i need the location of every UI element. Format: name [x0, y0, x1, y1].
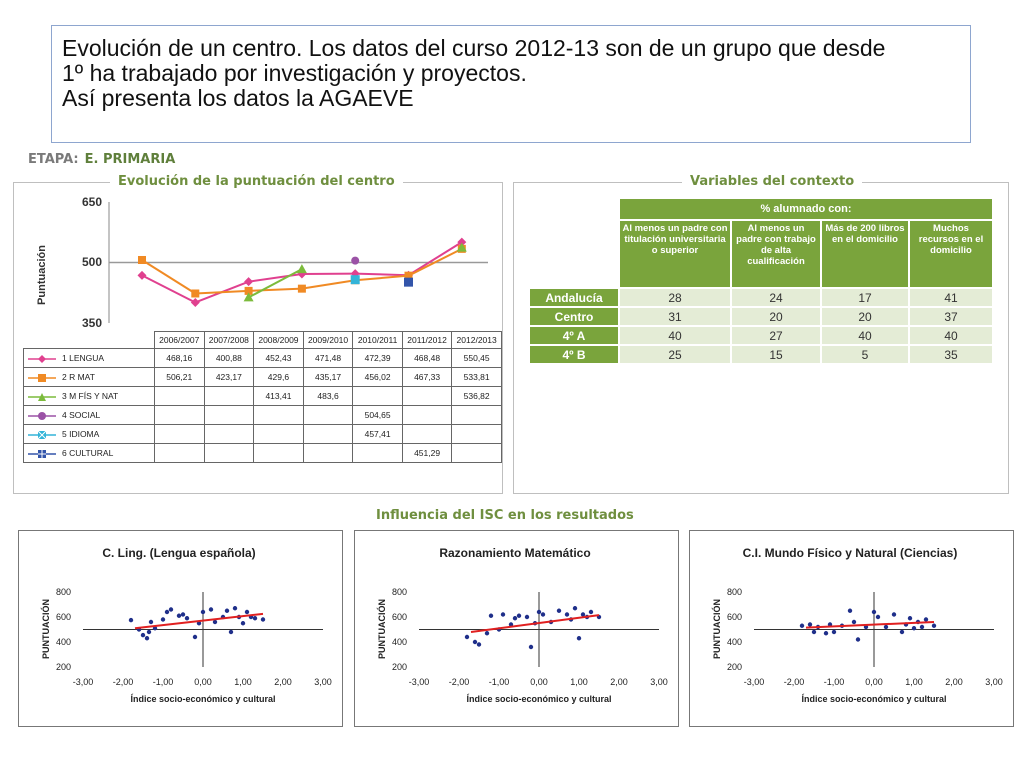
scatter-point — [852, 620, 856, 624]
scatter-xtick: 3,00 — [650, 677, 668, 687]
scatter-chart-lengua — [19, 531, 342, 726]
table-cell — [254, 444, 304, 463]
context-column-header: Al menos un padre con trabajo de alta cualificación — [732, 221, 820, 287]
table-cell: 533,81 — [452, 368, 502, 387]
year-header: 2009/2010 — [303, 332, 353, 349]
etapa-label — [28, 152, 175, 167]
legend-cell-lengua — [24, 349, 155, 368]
data-point-marker — [191, 298, 200, 307]
year-header: 2006/2007 — [154, 332, 204, 349]
context-table — [528, 197, 994, 365]
data-point-marker — [351, 257, 359, 265]
table-cell — [402, 406, 451, 425]
table-cell: 504,65 — [353, 406, 402, 425]
table-cell: 31 — [620, 308, 730, 325]
table-cell — [452, 444, 502, 463]
scatter-xtick: 2,00 — [610, 677, 628, 687]
scatter-point — [141, 633, 145, 637]
table-cell: 400,88 — [204, 349, 254, 368]
year-header: 2012/2013 — [452, 332, 502, 349]
evolution-ylabel: Puntuación — [36, 245, 48, 305]
scatter-point — [808, 622, 812, 626]
scatter-xtick: 2,00 — [945, 677, 963, 687]
table-cell: 40 — [620, 327, 730, 344]
scatter-point — [229, 630, 233, 634]
scatter-point — [856, 637, 860, 641]
plus-square-marker-icon — [28, 450, 56, 458]
series-name: 3 M FÍS Y NAT — [62, 391, 119, 401]
table-cell — [303, 425, 353, 444]
table-row-lengua — [24, 349, 502, 368]
scatter-trend-line — [135, 614, 263, 628]
table-cell: 28 — [620, 289, 730, 306]
series-line-segment — [409, 242, 462, 275]
scatter-point — [165, 610, 169, 614]
table-cell: 17 — [822, 289, 908, 306]
scatter-point — [465, 635, 469, 639]
table-cell: 24 — [732, 289, 820, 306]
scatter-xtick: -3,00 — [72, 677, 94, 687]
table-cell — [154, 387, 204, 406]
year-header: 2007/2008 — [204, 332, 254, 349]
data-point-marker — [298, 285, 306, 293]
data-point-marker — [297, 264, 307, 273]
table-cell: 40 — [910, 327, 992, 344]
table-cell: 25 — [620, 346, 730, 363]
scatter-point — [245, 610, 249, 614]
scatter-point — [201, 610, 205, 614]
scatter-xtick: 0,00 — [865, 677, 883, 687]
scatter-point — [129, 618, 133, 622]
scatter-xtick: 3,00 — [314, 677, 332, 687]
scatter-point — [525, 615, 529, 619]
table-cell: 37 — [910, 308, 992, 325]
scatter-point — [912, 626, 916, 630]
table-cell — [254, 406, 304, 425]
scatter-ytick: 600 — [726, 612, 742, 622]
series-line-segment — [302, 280, 355, 288]
legend-cell-idioma — [24, 425, 155, 444]
scatter-point — [147, 630, 151, 634]
scatter-xtick: -1,00 — [488, 677, 510, 687]
table-cell: 27 — [732, 327, 820, 344]
scatter-point — [193, 635, 197, 639]
scatter-ylabel: PUNTUACIÓN — [712, 599, 722, 659]
scatter-point — [537, 610, 541, 614]
isc-section-title: Influencia del ISC en los resultados — [376, 508, 634, 523]
table-cell: 435,17 — [303, 368, 353, 387]
table-row-mfisnat — [24, 387, 502, 406]
scatter-point — [589, 610, 593, 614]
table-row-rmat — [24, 368, 502, 387]
scatter-ytick: 600 — [55, 612, 71, 622]
table-cell: 20 — [732, 308, 820, 325]
scatter-point — [161, 617, 165, 621]
scatter-xtick: -1,00 — [152, 677, 174, 687]
table-cell: 429,6 — [254, 368, 304, 387]
table-cell — [204, 387, 254, 406]
scatter-panel-matematico — [354, 530, 679, 727]
table-row-idioma — [24, 425, 502, 444]
context-column-header-row — [530, 221, 992, 287]
scatter-xtick: 1,00 — [570, 677, 588, 687]
table-cell: 20 — [822, 308, 908, 325]
scatter-point — [485, 631, 489, 635]
table-cell: 550,45 — [452, 349, 502, 368]
evolution-data-table — [23, 331, 502, 463]
series-line-segment — [195, 291, 248, 294]
legend-cell-cultural — [24, 444, 155, 463]
scatter-point — [233, 606, 237, 610]
scatter-xlabel: Índice socio-económico y cultural — [801, 694, 947, 704]
evolution-line-chart — [14, 183, 494, 333]
table-cell — [402, 425, 451, 444]
table-cell — [204, 406, 254, 425]
series-line-segment — [249, 269, 302, 297]
scatter-point — [824, 631, 828, 635]
table-cell: 35 — [910, 346, 992, 363]
scatter-xtick: -3,00 — [408, 677, 430, 687]
scatter-panel-lengua — [18, 530, 343, 727]
table-row — [530, 327, 992, 344]
year-header: 2008/2009 — [254, 332, 304, 349]
context-panel — [513, 174, 1009, 494]
scatter-point — [213, 620, 217, 624]
legend-cell-rmat — [24, 368, 155, 387]
scatter-point — [565, 612, 569, 616]
series-line-segment — [355, 274, 408, 276]
context-panel-title: Variables del contexto — [682, 174, 862, 189]
data-point-marker — [138, 271, 147, 280]
scatter-point — [924, 617, 928, 621]
context-column-header: Al menos un padre con titulación universitaria o superior — [620, 221, 730, 287]
evolution-panel-title: Evolución de la puntuación del centro — [110, 174, 403, 189]
legend-cell-mfisnat — [24, 387, 155, 406]
evolution-table-header — [24, 332, 502, 349]
scatter-chart-ciencias — [690, 531, 1013, 726]
scatter-point — [876, 615, 880, 619]
data-point-marker — [138, 256, 146, 264]
scatter-xtick: -2,00 — [783, 677, 805, 687]
scatter-point — [892, 612, 896, 616]
table-cell: 41 — [910, 289, 992, 306]
series-name: 2 R MAT — [62, 372, 95, 382]
scatter-point — [261, 617, 265, 621]
etapa-value: E. PRIMARIA — [84, 152, 176, 167]
square-marker-icon — [28, 374, 56, 382]
table-cell: 5 — [822, 346, 908, 363]
scatter-xlabel: Índice socio-económico y cultural — [466, 694, 612, 704]
table-cell — [204, 425, 254, 444]
scatter-ytick: 200 — [726, 662, 742, 672]
table-cell: 40 — [822, 327, 908, 344]
table-cell — [303, 444, 353, 463]
scatter-chart-matematico — [355, 531, 678, 726]
data-point-marker — [191, 289, 199, 297]
scatter-point — [573, 606, 577, 610]
title-line-2: 1º ha trabajado por investigación y proyectos. — [62, 60, 527, 86]
scatter-point — [501, 612, 505, 616]
scatter-point — [908, 616, 912, 620]
scatter-point — [473, 640, 477, 644]
diamond-marker-icon — [28, 355, 56, 363]
table-row-cultural — [24, 444, 502, 463]
context-row-label: 4º A — [530, 327, 618, 344]
table-cell — [353, 444, 402, 463]
table-cell — [254, 425, 304, 444]
scatter-panel-ciencias — [689, 530, 1014, 727]
table-row — [530, 346, 992, 363]
triangle-marker-icon — [28, 393, 56, 401]
table-cell — [452, 425, 502, 444]
table-cell: 423,17 — [204, 368, 254, 387]
series-name: 6 CULTURAL — [62, 448, 114, 458]
context-row-label: Andalucía — [530, 289, 618, 306]
table-cell: 468,48 — [402, 349, 451, 368]
table-row — [530, 308, 992, 325]
series-line-segment — [249, 274, 302, 282]
scatter-point — [541, 612, 545, 616]
table-cell: 483,6 — [303, 387, 353, 406]
series-line-segment — [249, 289, 302, 291]
scatter-ytick: 200 — [391, 662, 407, 672]
scatter-ytick: 400 — [55, 637, 71, 647]
series-name: 5 IDIOMA — [62, 429, 100, 439]
context-row-label: Centro — [530, 308, 618, 325]
scatter-point — [513, 616, 517, 620]
table-cell: 413,41 — [254, 387, 304, 406]
scatter-point — [477, 642, 481, 646]
scatter-title: Razonamiento Matemático — [439, 546, 591, 560]
scatter-point — [145, 636, 149, 640]
series-name: 1 LENGUA — [62, 353, 105, 363]
table-cell — [452, 406, 502, 425]
scatter-xtick: 2,00 — [274, 677, 292, 687]
scatter-ytick: 400 — [391, 637, 407, 647]
scatter-xtick: 1,00 — [905, 677, 923, 687]
title-line-3: Así presenta los datos la AGAEVE — [62, 85, 414, 111]
series-line-segment — [355, 276, 408, 281]
table-cell: 506,21 — [154, 368, 204, 387]
evolution-ytick-350: 350 — [81, 316, 102, 330]
circle-marker-icon — [28, 412, 56, 420]
scatter-point — [177, 614, 181, 618]
table-cell: 471,48 — [303, 349, 353, 368]
data-point-marker — [404, 278, 413, 287]
table-cell: 472,39 — [353, 349, 402, 368]
table-cell: 451,29 — [402, 444, 451, 463]
table-cell: 456,02 — [353, 368, 402, 387]
context-column-header: Más de 200 libros en el domicilio — [822, 221, 908, 287]
scatter-xtick: 0,00 — [194, 677, 212, 687]
table-cell: 536,82 — [452, 387, 502, 406]
table-row-social — [24, 406, 502, 425]
scatter-title: C.I. Mundo Físico y Natural (Ciencias) — [742, 546, 958, 560]
scatter-point — [225, 609, 229, 613]
scatter-ytick: 400 — [726, 637, 742, 647]
scatter-point — [169, 607, 173, 611]
year-header: 2010/2011 — [353, 332, 402, 349]
scatter-point — [812, 630, 816, 634]
scatter-point — [529, 645, 533, 649]
scatter-xtick: 0,00 — [530, 677, 548, 687]
table-cell: 452,43 — [254, 349, 304, 368]
table-cell — [154, 425, 204, 444]
scatter-point — [181, 612, 185, 616]
scatter-xtick: 3,00 — [985, 677, 1003, 687]
scatter-point — [517, 614, 521, 618]
scatter-point — [241, 621, 245, 625]
scatter-ytick: 200 — [55, 662, 71, 672]
context-group-header: % alumnado con: — [620, 199, 992, 219]
context-corner — [530, 221, 618, 287]
scatter-xtick: 1,00 — [234, 677, 252, 687]
table-cell: 468,16 — [154, 349, 204, 368]
title-box — [51, 25, 971, 143]
scatter-point — [872, 610, 876, 614]
table-cell: 457,41 — [353, 425, 402, 444]
scatter-xtick: -2,00 — [112, 677, 134, 687]
title-line-1: Evolución de un centro. Los datos del curso 2012-13 son de un grupo que desde — [62, 35, 886, 61]
scatter-point — [848, 609, 852, 613]
scatter-title: C. Ling. (Lengua española) — [102, 546, 256, 560]
table-cell — [204, 444, 254, 463]
table-cell — [402, 387, 451, 406]
scatter-point — [149, 620, 153, 624]
legend-cell-social — [24, 406, 155, 425]
scatter-ylabel: PUNTUACIÓN — [41, 599, 51, 659]
series-name: 4 SOCIAL — [62, 410, 101, 420]
scatter-point — [209, 607, 213, 611]
table-cell: 15 — [732, 346, 820, 363]
scatter-point — [920, 625, 924, 629]
table-cell: 467,33 — [402, 368, 451, 387]
scatter-ytick: 800 — [391, 587, 407, 597]
scatter-ytick: 800 — [726, 587, 742, 597]
context-group-header-row — [530, 199, 992, 219]
scatter-point — [577, 636, 581, 640]
context-row-label: 4º B — [530, 346, 618, 363]
scatter-ytick: 600 — [391, 612, 407, 622]
table-cell — [154, 406, 204, 425]
table-cell — [353, 387, 402, 406]
context-corner — [530, 199, 618, 219]
scatter-point — [800, 624, 804, 628]
scatter-point — [932, 624, 936, 628]
scatter-point — [557, 609, 561, 613]
data-point-marker — [351, 275, 360, 284]
scatter-point — [489, 614, 493, 618]
scatter-xtick: -3,00 — [743, 677, 765, 687]
x-square-marker-icon — [28, 431, 56, 439]
context-column-header: Muchos recursos en el domicilio — [910, 221, 992, 287]
scatter-ytick: 800 — [55, 587, 71, 597]
etapa-key: ETAPA: — [28, 152, 79, 167]
scatter-point — [900, 630, 904, 634]
table-cell — [303, 406, 353, 425]
evolution-ytick-650: 650 — [81, 195, 102, 209]
evolution-ytick-500: 500 — [81, 255, 102, 269]
data-point-marker — [244, 277, 253, 286]
scatter-point — [832, 630, 836, 634]
scatter-point — [185, 616, 189, 620]
table-cell — [154, 444, 204, 463]
scatter-ylabel: PUNTUACIÓN — [377, 599, 387, 659]
table-row — [530, 289, 992, 306]
scatter-xtick: -1,00 — [823, 677, 845, 687]
scatter-xlabel: Índice socio-económico y cultural — [130, 694, 276, 704]
evolution-table-corner — [24, 332, 155, 349]
year-header: 2011/2012 — [402, 332, 451, 349]
scatter-point — [884, 625, 888, 629]
scatter-xtick: -2,00 — [448, 677, 470, 687]
evolution-panel — [13, 174, 503, 494]
scatter-point — [253, 616, 257, 620]
